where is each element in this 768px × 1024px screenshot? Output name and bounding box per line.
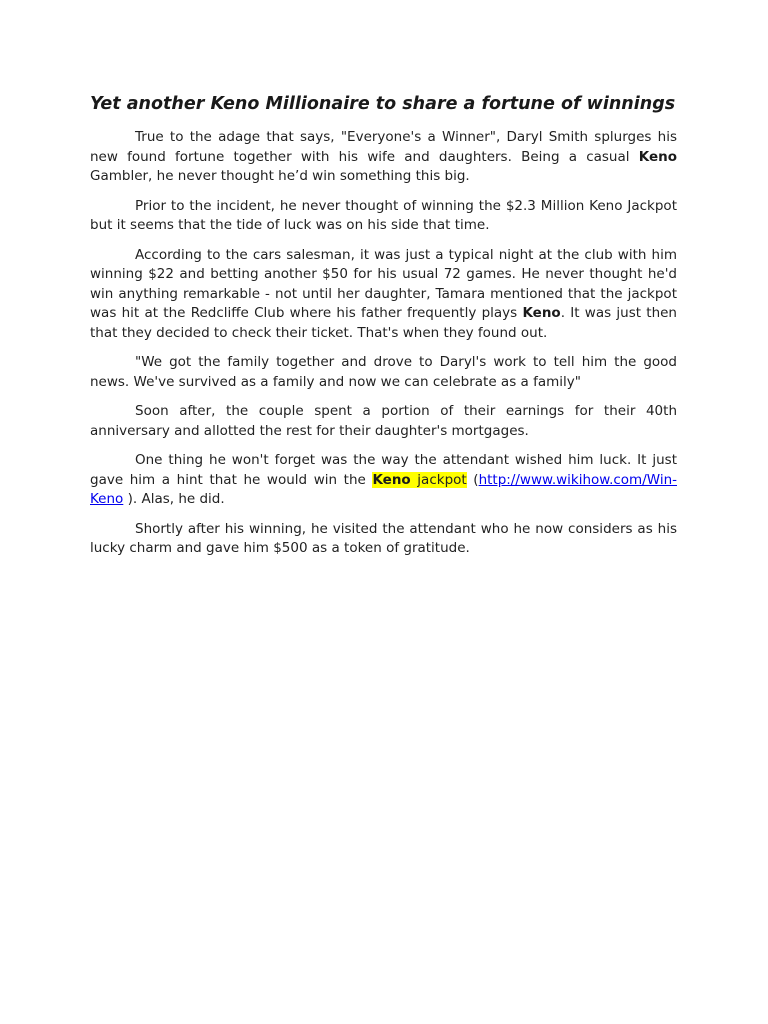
keno-bold: Keno (372, 471, 411, 488)
paragraph-6-text-c: ). Alas, he did. (123, 491, 225, 507)
wikihow-link[interactable]: http://www.wikihow.com/Win-Keno (90, 471, 677, 507)
article-title: Yet another Keno Millionaire to share a fortune of winnings (90, 94, 676, 114)
paragraph-3-text-b: . It was just then that they decided to check their ticket. That's when they found out. (90, 305, 677, 341)
paragraph-1-text-b: Gambler, he never thought he’d win something this big. (90, 168, 470, 184)
paragraph-3-text-a: According to the cars salesman, it was just a typical night at the club with him winning $22 and betting another $50 for his usual 72 games. He never thought he'd win anything remarkable - not until her daughter, Tamara mentioned that the jackpot was hit at the Redcliffe Club where his father frequently plays (90, 246, 677, 321)
paragraph-4-quote: "We got the family together and drove to Daryl's work to tell him the good news. We've survived as a family and now we can celebrate as a family" (90, 354, 677, 390)
keno-bold: Keno (638, 148, 677, 165)
keno-bold: Keno (522, 305, 561, 321)
paragraph-6-text-a: One thing he won't forget was the way the attendant wished him luck. It just gave him a hint that he would win the (90, 452, 677, 488)
paragraph-1-text-a: True to the adage that says, "Everyone's a Winner", Daryl Smith splurges his new found fortune together with his wife and daughters. Being a casual (90, 129, 677, 165)
paragraph-5: Soon after, the couple spent a portion of their earnings for their 40th anniversary and allotted the rest for their daughter's mortgages. (90, 403, 677, 439)
paragraph-1 (90, 128, 677, 187)
paragraph-7: Shortly after his winning, he visited the attendant who he now considers as his lucky charm and gave him $500 as a token of gratitude. (90, 520, 677, 556)
document-body (90, 91, 677, 569)
paragraph-6-text-b: ( (466, 471, 479, 488)
jackpot-text: jackpot (410, 471, 467, 488)
paragraph-3 (90, 246, 677, 344)
paragraph-6 (90, 451, 677, 510)
paragraph-2: Prior to the incident, he never thought of winning the $2.3 Million Keno Jackpot but it seems that the tide of luck was on his side that time. (90, 197, 677, 233)
keno-jackpot-highlight (372, 472, 466, 488)
